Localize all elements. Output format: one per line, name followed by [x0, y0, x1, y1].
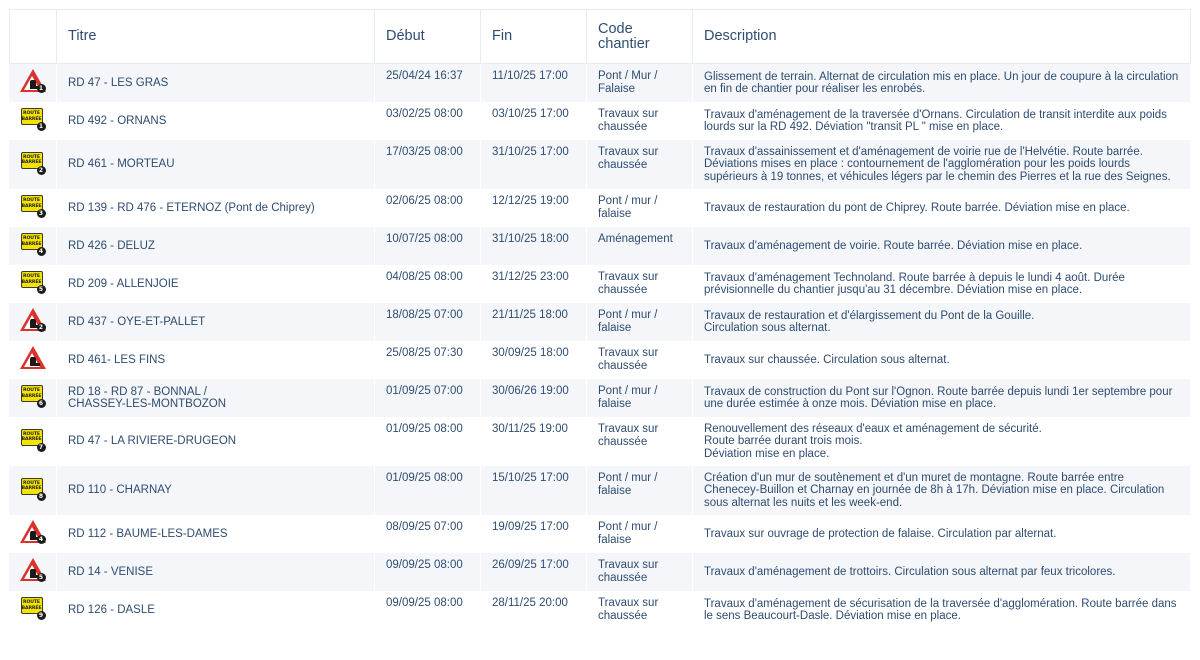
- row-start-date: 03/02/25 08:00: [375, 102, 481, 140]
- header-icon: [9, 9, 57, 64]
- row-badge: 5: [37, 573, 46, 582]
- row-end-date: 30/09/25 18:00: [481, 341, 587, 379]
- row-badge: 4: [37, 535, 46, 544]
- row-end-date: 26/09/25 17:00: [481, 553, 587, 591]
- row-title[interactable]: RD 110 - CHARNAY: [57, 466, 375, 515]
- row-title[interactable]: RD 426 - DELUZ: [57, 227, 375, 265]
- table-row[interactable]: [9, 466, 1191, 515]
- table-header-row: [9, 9, 1191, 64]
- row-icon-cell: [9, 515, 57, 553]
- header-code[interactable]: Code chantier: [587, 9, 693, 64]
- row-description: Travaux de restauration et d'élargissement du Pont de la Gouille. Circulation sous alternat.: [693, 303, 1191, 341]
- row-title[interactable]: RD 139 - RD 476 - ETERNOZ (Pont de Chiprey): [57, 189, 375, 227]
- roadworks-table: [9, 9, 1191, 629]
- row-description: Glissement de terrain. Alternat de circulation mis en place. Un jour de coupure à la circulation en fin de chantier pour réaliser les enrobés.: [693, 64, 1191, 102]
- row-end-date: 19/09/25 17:00: [481, 515, 587, 553]
- row-description: Travaux d'aménagement Technoland. Route barrée à depuis le lundi 4 août. Durée prévisionnelle du chantier jusqu'au 31 décembre. Déviation mise en place.: [693, 265, 1191, 303]
- route-barree-icon: [19, 384, 47, 408]
- row-icon-cell: [9, 140, 57, 189]
- row-title[interactable]: RD 461 - MORTEAU: [57, 140, 375, 189]
- barree-line1: ROUTE: [23, 274, 40, 280]
- barree-line1: ROUTE: [23, 388, 40, 394]
- roadworks-table-container: [9, 9, 1191, 629]
- row-badge: 7: [37, 443, 46, 452]
- row-start-date: 09/09/25 08:00: [375, 553, 481, 591]
- row-start-date: 09/09/25 08:00: [375, 591, 481, 629]
- roadwork-warning-icon: [19, 520, 47, 544]
- row-start-date: 04/08/25 08:00: [375, 265, 481, 303]
- row-end-date: 03/10/25 17:00: [481, 102, 587, 140]
- row-end-date: 30/06/26 19:00: [481, 379, 587, 417]
- row-code-chantier: Pont / mur / falaise: [587, 379, 693, 417]
- row-description: Travaux d'aménagement de sécurisation de la traversée d'agglomération. Route barrée dans le sens Beaucourt-Dasle. Déviation mise en place.: [693, 591, 1191, 629]
- row-end-date: 21/11/25 18:00: [481, 303, 587, 341]
- row-icon-cell: [9, 553, 57, 591]
- row-icon-cell: [9, 341, 57, 379]
- row-title[interactable]: RD 209 - ALLENJOIE: [57, 265, 375, 303]
- row-start-date: 02/06/25 08:00: [375, 189, 481, 227]
- table-row[interactable]: [9, 227, 1191, 265]
- row-code-chantier: Travaux sur chaussée: [587, 102, 693, 140]
- row-code-chantier: Aménagement: [587, 227, 693, 265]
- row-description: Travaux d'assainissement et d'aménagement de voirie rue de l'Helvétie. Route barrée. Déviations mises en place : contournement de l'agglomération pour les poids lourds supérieurs à 19 tonnes, et véhicules légers par le chemin des Pierres et la rue des Seignes.: [693, 140, 1191, 189]
- row-end-date: 31/10/25 18:00: [481, 227, 587, 265]
- table-row[interactable]: [9, 189, 1191, 227]
- row-description: Travaux de construction du Pont sur l'Ognon. Route barrée depuis lundi 1er septembre pour une durée estimée à onze mois. Déviation mise en place.: [693, 379, 1191, 417]
- row-title[interactable]: RD 437 - OYE-ET-PALLET: [57, 303, 375, 341]
- route-barree-icon: [19, 428, 47, 452]
- table-row[interactable]: [9, 303, 1191, 341]
- row-badge: 3: [37, 209, 46, 218]
- row-icon-cell: [9, 417, 57, 466]
- row-icon-cell: [9, 64, 57, 102]
- row-start-date: 01/09/25 08:00: [375, 417, 481, 466]
- row-start-date: 01/09/25 08:00: [375, 466, 481, 515]
- row-icon-cell: [9, 303, 57, 341]
- row-icon-cell: [9, 379, 57, 417]
- row-icon-cell: [9, 466, 57, 515]
- row-title[interactable]: RD 461- LES FINS: [57, 341, 375, 379]
- barree-line2: BARRÉE: [21, 160, 42, 166]
- row-title[interactable]: RD 112 - BAUME-LES-DAMES: [57, 515, 375, 553]
- row-badge: 9: [37, 611, 46, 620]
- row-code-chantier: Pont / mur / falaise: [587, 303, 693, 341]
- table-row[interactable]: [9, 64, 1191, 102]
- row-start-date: 01/09/25 07:00: [375, 379, 481, 417]
- row-badge: 6: [37, 399, 46, 408]
- row-end-date: 15/10/25 17:00: [481, 466, 587, 515]
- row-start-date: 25/08/25 07:30: [375, 341, 481, 379]
- header-title[interactable]: Titre: [57, 9, 375, 64]
- row-title[interactable]: RD 18 - RD 87 - BONNAL / CHASSEY-LES-MONTBOZON: [57, 379, 375, 417]
- barree-line2: BARRÉE: [21, 116, 42, 122]
- row-code-chantier: Pont / mur / falaise: [587, 515, 693, 553]
- row-description: Travaux sur ouvrage de protection de falaise. Circulation par alternat.: [693, 515, 1191, 553]
- roadwork-warning-icon: [19, 558, 47, 582]
- row-icon-cell: [9, 227, 57, 265]
- header-end[interactable]: Fin: [481, 9, 587, 64]
- table-row[interactable]: [9, 553, 1191, 591]
- table-row[interactable]: [9, 417, 1191, 466]
- route-barree-icon: [19, 596, 47, 620]
- route-barree-icon: [19, 194, 47, 218]
- route-barree-icon: [19, 232, 47, 256]
- row-start-date: 18/08/25 07:00: [375, 303, 481, 341]
- row-end-date: 30/11/25 19:00: [481, 417, 587, 466]
- barree-line1: ROUTE: [23, 111, 40, 117]
- row-end-date: 12/12/25 19:00: [481, 189, 587, 227]
- roadwork-warning-icon: [19, 308, 47, 332]
- row-badge: 8: [37, 492, 46, 501]
- row-end-date: 31/12/25 23:00: [481, 265, 587, 303]
- route-barree-icon: [19, 151, 47, 175]
- row-end-date: 11/10/25 17:00: [481, 64, 587, 102]
- row-start-date: 10/07/25 08:00: [375, 227, 481, 265]
- table-row[interactable]: [9, 102, 1191, 140]
- barree-line1: ROUTE: [23, 236, 40, 242]
- row-badge: 1: [37, 84, 46, 93]
- table-row[interactable]: [9, 515, 1191, 553]
- row-code-chantier: Travaux sur chaussée: [587, 140, 693, 189]
- row-code-chantier: Pont / mur / falaise: [587, 189, 693, 227]
- row-description: Création d'un mur de soutènement et d'un muret de montagne. Route barrée entre Chenecey-Buillon et Charnay en journée de 8h à 17h. Déviation mise en place. Circulation sous alternat les nuits et les week-end.: [693, 466, 1191, 515]
- table-row[interactable]: [9, 140, 1191, 189]
- barree-line2: BARRÉE: [21, 203, 42, 209]
- barree-line1: ROUTE: [23, 600, 40, 606]
- row-end-date: 28/11/25 20:00: [481, 591, 587, 629]
- row-badge: 5: [37, 285, 46, 294]
- row-code-chantier: Travaux sur chaussée: [587, 417, 693, 466]
- barree-line2: BARRÉE: [21, 437, 42, 443]
- row-badge: 4: [37, 247, 46, 256]
- barree-line2: BARRÉE: [21, 279, 42, 285]
- table-row[interactable]: [9, 341, 1191, 379]
- roadwork-warning-icon: [19, 346, 47, 370]
- row-title[interactable]: RD 14 - VENISE: [57, 553, 375, 591]
- row-code-chantier: Travaux sur chaussée: [587, 591, 693, 629]
- table-row[interactable]: [9, 265, 1191, 303]
- route-barree-icon: [19, 270, 47, 294]
- table-row[interactable]: [9, 379, 1191, 417]
- row-icon-cell: [9, 265, 57, 303]
- barree-line1: ROUTE: [23, 198, 40, 204]
- row-title[interactable]: RD 492 - ORNANS: [57, 102, 375, 140]
- row-start-date: 17/03/25 08:00: [375, 140, 481, 189]
- row-start-date: 08/09/25 07:00: [375, 515, 481, 553]
- route-barree-icon: [19, 107, 47, 131]
- row-code-chantier: Travaux sur chaussée: [587, 553, 693, 591]
- row-description: Travaux d'aménagement de voirie. Route barrée. Déviation mise en place.: [693, 227, 1191, 265]
- barree-line2: BARRÉE: [21, 241, 42, 247]
- roadwork-warning-icon: [19, 69, 47, 93]
- barree-line2: BARRÉE: [21, 393, 42, 399]
- row-icon-cell: [9, 189, 57, 227]
- table-body: [9, 64, 1191, 629]
- barree-line1: ROUTE: [23, 154, 40, 160]
- table-row[interactable]: [9, 591, 1191, 629]
- barree-line2: BARRÉE: [21, 486, 42, 492]
- row-code-chantier: Travaux sur chaussée: [587, 341, 693, 379]
- row-badge: 2: [37, 166, 46, 175]
- barree-line1: ROUTE: [23, 431, 40, 437]
- barree-line2: BARRÉE: [21, 605, 42, 611]
- barree-line1: ROUTE: [23, 480, 40, 486]
- header-start[interactable]: Début: [375, 9, 481, 64]
- row-description: Travaux d'aménagement de trottoirs. Circulation sous alternat par feux tricolores.: [693, 553, 1191, 591]
- row-code-chantier: Pont / mur / falaise: [587, 466, 693, 515]
- row-badge: 1: [37, 122, 46, 131]
- row-code-chantier: Pont / Mur / Falaise: [587, 64, 693, 102]
- row-description: Travaux d'aménagement de la traversée d'Ornans. Circulation de transit interdite aux poids lourds sur la RD 492. Déviation "transit PL " mise en place.: [693, 102, 1191, 140]
- row-badge: 2: [37, 323, 46, 332]
- row-title[interactable]: RD 47 - LA RIVIERE-DRUGEON: [57, 417, 375, 466]
- row-end-date: 31/10/25 17:00: [481, 140, 587, 189]
- row-title[interactable]: RD 126 - DASLE: [57, 591, 375, 629]
- row-icon-cell: [9, 102, 57, 140]
- route-barree-icon: [19, 477, 47, 501]
- row-description: Travaux de restauration du pont de Chiprey. Route barrée. Déviation mise en place.: [693, 189, 1191, 227]
- row-title[interactable]: RD 47 - LES GRAS: [57, 64, 375, 102]
- row-description: Travaux sur chaussée. Circulation sous alternat.: [693, 341, 1191, 379]
- header-description[interactable]: Description: [693, 9, 1191, 64]
- row-start-date: 25/04/24 16:37: [375, 64, 481, 102]
- row-description: Renouvellement des réseaux d'eaux et aménagement de sécurité. Route barrée durant trois mois. Déviation mise en place.: [693, 417, 1191, 466]
- row-code-chantier: Travaux sur chaussée: [587, 265, 693, 303]
- row-icon-cell: [9, 591, 57, 629]
